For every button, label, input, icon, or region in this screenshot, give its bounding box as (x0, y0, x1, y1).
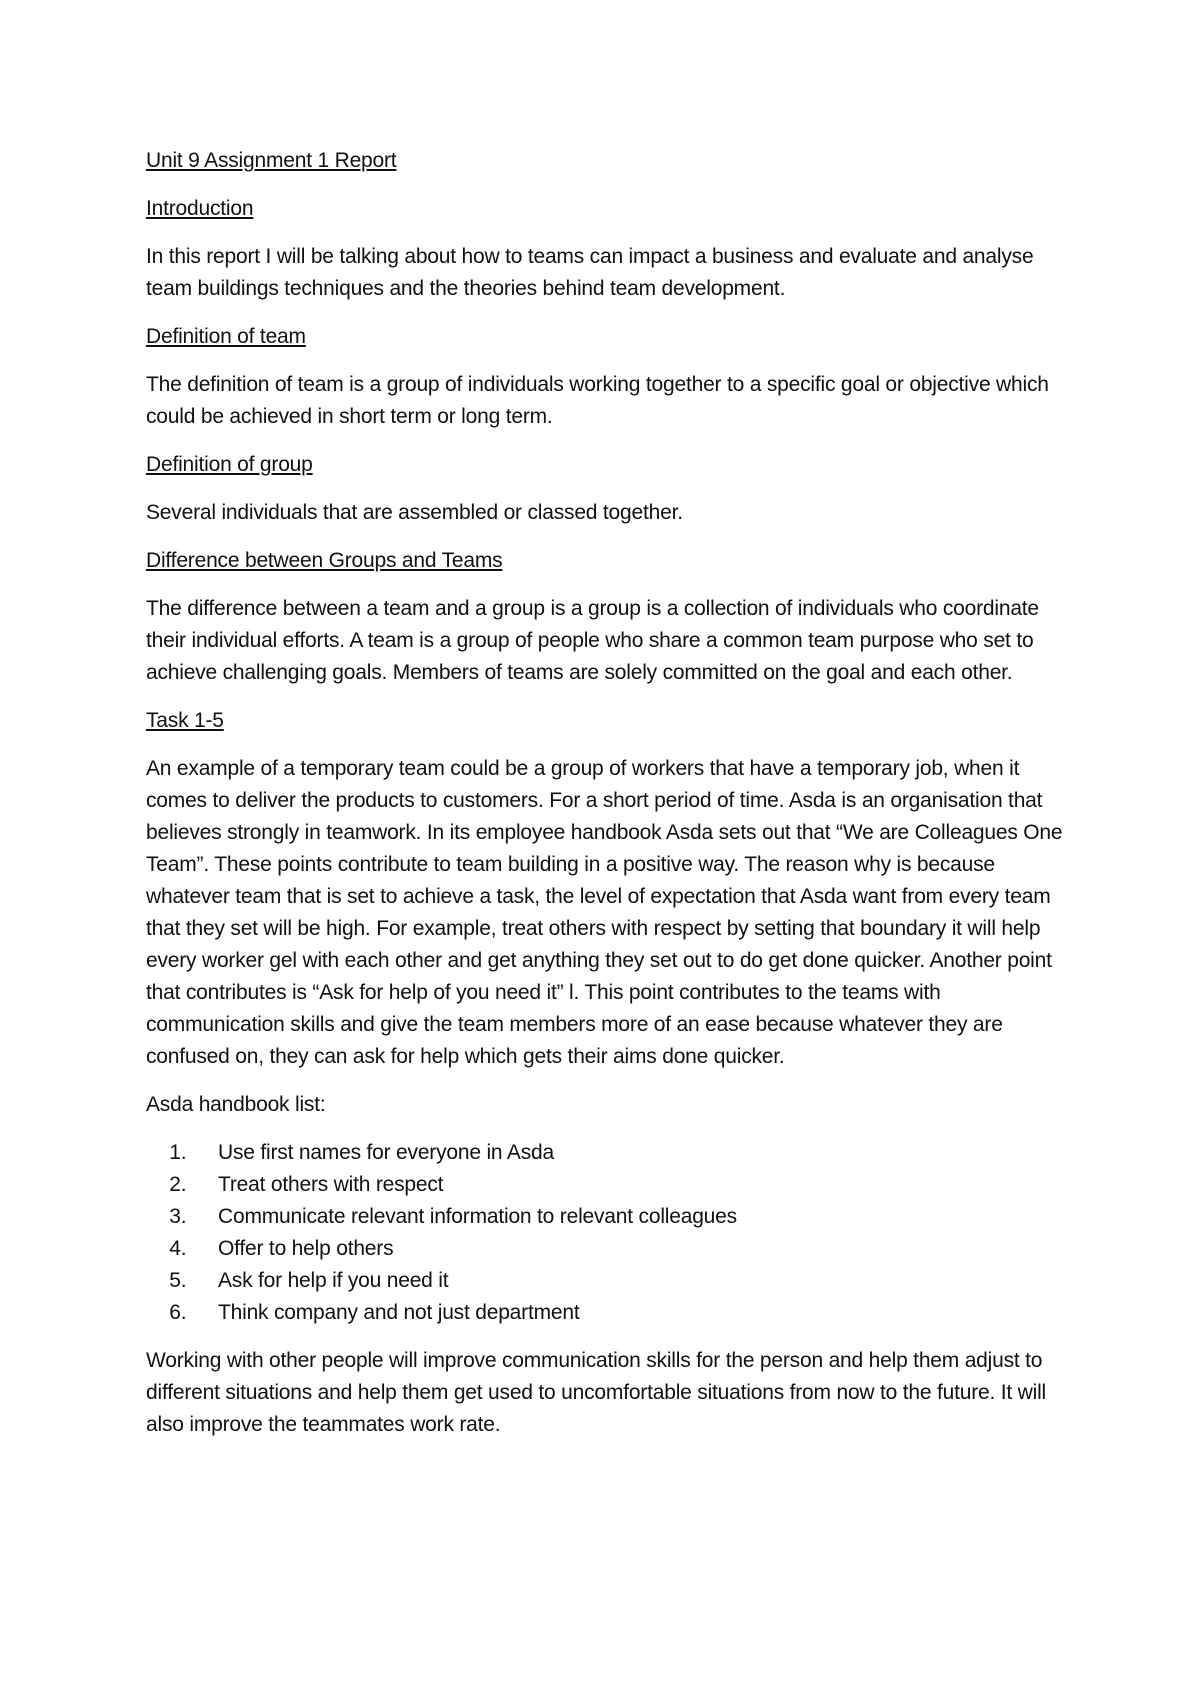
task-heading: Task 1-5 (146, 709, 224, 732)
task-paragraph: An example of a temporary team could be a group of workers that have a temporary job, when it comes to deliver the products to customers. For a short period of time. Asda is an organisation that believes strongly in teamwork. In its employee handbook Asda sets out that “We are Colleagues One Team”. These points contribute to team building in a positive way. The reason why is because whatever team that is set to achieve a task, the level of expectation that Asda want from every team that they set will be high. For example, treat others with respect by setting that boundary it will help every worker gel with each other and get anything they set out to do get done quicker. Another point that contributes is “Ask for help of you need it” l. This point contributes to the teams with communication skills and give the team members more of an ease because whatever they are confused on, they can ask for help which gets their aims done quicker. (146, 757, 1063, 1068)
team-definition-heading: Definition of team (146, 325, 306, 348)
document-title: Unit 9 Assignment 1 Report (146, 149, 397, 172)
introduction-heading: Introduction (146, 197, 254, 220)
document-page (146, 145, 1066, 1457)
list-item: 3. Communicate relevant information to relevant colleagues (192, 1201, 1066, 1233)
list-item: 4. Offer to help others (192, 1233, 1066, 1265)
closing-paragraph: Working with other people will improve communication skills for the person and help them adjust to different situations and help them get used to uncomfortable situations from now to the future. It will also improve the teammates work rate. (146, 1349, 1047, 1436)
handbook-list (146, 1137, 1066, 1329)
difference-paragraph: The difference between a team and a group is a group is a collection of individuals who coordinate their individual efforts. A team is a group of people who share a common team purpose who set to achieve challenging goals. Members of teams are solely committed on the goal and each other. (146, 597, 1039, 684)
handbook-label: Asda handbook list: (146, 1093, 326, 1116)
list-item: 5. Ask for help if you need it (192, 1265, 1066, 1297)
group-definition-paragraph: Several individuals that are assembled or classed together. (146, 501, 683, 524)
introduction-paragraph: In this report I will be talking about how to teams can impact a business and evaluate and analyse team buildings techniques and the theories behind team development. (146, 245, 1034, 300)
list-item: 1. Use first names for everyone in Asda (192, 1137, 1066, 1169)
difference-heading: Difference between Groups and Teams (146, 549, 503, 572)
list-item: 6. Think company and not just department (192, 1297, 1066, 1329)
group-definition-heading: Definition of group (146, 453, 313, 476)
team-definition-paragraph: The definition of team is a group of individuals working together to a specific goal or objective which could be achieved in short term or long term. (146, 373, 1049, 428)
list-item: 2. Treat others with respect (192, 1169, 1066, 1201)
